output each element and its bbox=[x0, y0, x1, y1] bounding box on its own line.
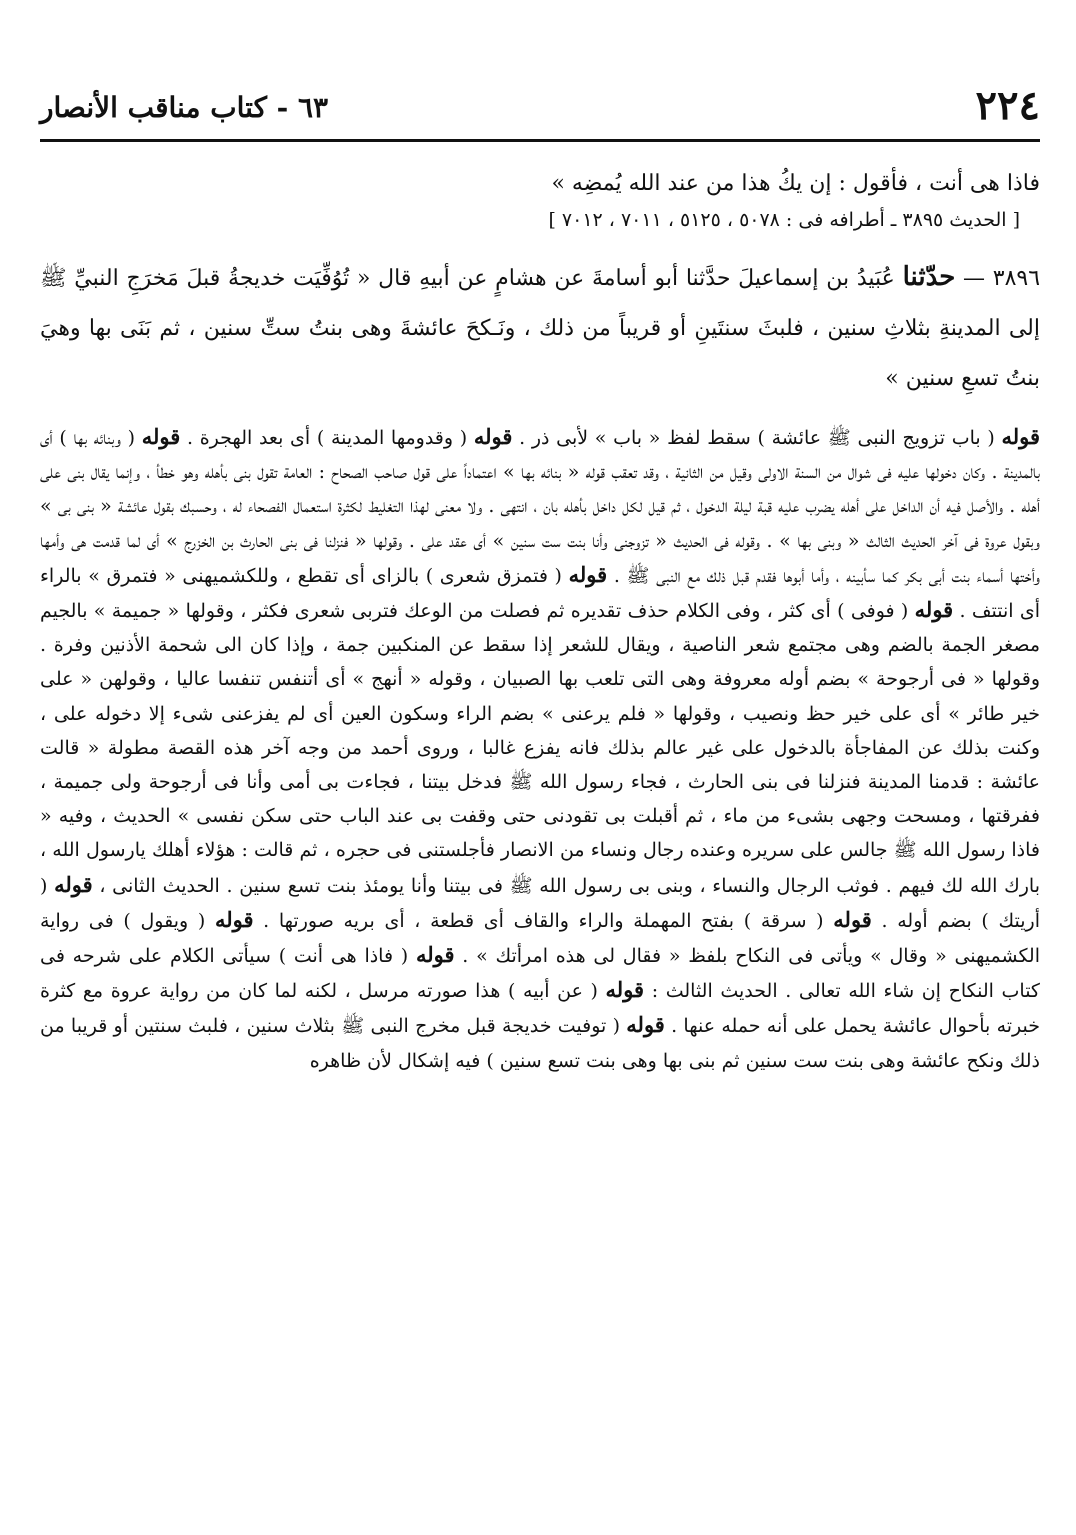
haddathana-word: حدّثنا bbox=[902, 262, 956, 292]
hadith-body: عُبَيدُ بن إسماعيلَ حدَّثنا أبو أسامةَ عن هشامٍ عن أبيهِ قال « تُوُفِّيَت خديجةُ قبلَ مَخرَجِ النبيِّ ﷺ إلى المدينةِ بثلاثِ سنين ، فلبثَ سنتَينِ أو قريباً من ذلك ، ونَـكحَ عائشةَ وهى بنتُ ستِّ سنين ، ثم بَنَى بها وهيَ بنتُ تسعِ سنين » bbox=[40, 266, 1040, 391]
hadith-text bbox=[40, 252, 1040, 404]
qawluhu-marker: قوله bbox=[415, 942, 455, 968]
qawluhu-marker: قوله bbox=[568, 561, 608, 587]
commentary-segment: ( فتمزق شعرى ) بالزاى أى تقطع ، وللكشميهنى « فتمرق » بالراء أى انتتف . bbox=[40, 564, 1040, 623]
qawluhu-marker: قوله bbox=[914, 597, 954, 623]
qawluhu-marker: قوله bbox=[473, 424, 513, 449]
commentary-segment: ( سرقة ) بفتح المهملة والراء والقاف أى قطعة ، أى بريه صورتها . bbox=[263, 909, 824, 932]
commentary-segment: ( وبنائه بها ) أى بالمدينة . وكان دخولها عليه فى شوال من السنة الاولى وقيل من الثانية ، وقد تعقب قوله « بنائه بها » اعتماداً على قول صاحب الصحاح : العامة تقول بنى بأهله وهو خطأ ، وإنما يقال بنى على أهله . والأصل فيه أن الداخل على أهله يضرب عليه قبة ليلة الدخول ، ثم قيل لكل داخل بأهله بان ، انتهى . ولا معنى لهذا التغليط لكثرة استعمال الفصحاء له ، وحسبك بقول عائشة « بنى بى » وبقول عروة فى آخر الحديث الثالث « وبنى بها » . وقوله فى الحديث « تزوجنى وأنا بنت ست سنين » أى عقد على . وقولها « فنزلنا فى بنى الحارث بن الخزرج » أى لما قدمت هى وأمها وأختها أسماء بنت أبى بكر كما سأبينه ، وأما أبوها فقدم قبل ذلك مع النبى ﷺ . bbox=[40, 427, 1041, 587]
verse-line: فاذا هى أنت ، فأقول : إن يكُ هذا من عند الله يُمضِه » bbox=[551, 171, 1040, 196]
header-divider bbox=[40, 139, 1040, 142]
qawluhu-marker: قوله bbox=[214, 906, 254, 932]
qawluhu-marker: قوله bbox=[833, 906, 872, 932]
qawluhu-marker: قوله bbox=[626, 1012, 665, 1038]
page-header bbox=[40, 80, 1040, 142]
qawluhu-marker: قوله bbox=[1001, 424, 1041, 449]
commentary-segment: ( توفيت خديجة قبل مخرج النبى ﷺ بثلاث سنين ، فلبث سنتين أو قريبا من ذلك ونكح عائشة وهى بنت ست سنين ثم بنى بها وهى بنت تسع سنين ) فيه إشكال لأن ظاهره bbox=[40, 1015, 1040, 1072]
commentary-segment: ( باب تزويج النبى ﷺ عائشة ) سقط لفظ « باب » لأبى ذر . bbox=[519, 427, 995, 449]
qawluhu-marker: قوله bbox=[605, 977, 645, 1003]
page-number: ٢٢٤ bbox=[975, 82, 1040, 129]
commentary-segment: ( أريتك ) بضم أوله . bbox=[40, 874, 1040, 932]
commentary-segment: ( وقدومها المدينة ) أى بعد الهجرة . bbox=[187, 427, 468, 449]
commentary-segment: ( فوفى ) أى كثر ، وفى الكلام حذف تقديره ثم فصلت من الوعك فتربى شعرى فكثر ، وقولها « جميمة » بالجيم مصغر الجمة بالضم وهى مجتمع شعر الناصية ، ويقال للشعر إذا سقط عن المنكبين جمة ، وإذا كان الى شحمة الأذنين وفرة . وقولها « فى أرجوحة » بضم أوله معروفة وهى التى تلعب بها الصبيان ، وقوله « أنهج » أى أتنفس تنفسا عاليا ، وقولهن « على خير طائر » أى على خير حظ ونصيب ، وقولها « فلم يرعنى » بضم الراء وسكون العين أى لم يفزعنى شىء إلا دخوله على ، وكنت بذلك عن المفاجأة بالدخول على غير عالم بذلك فانه يفزع غالبا ، وروى أحمد من وجه آخر هذه القصة مطولة « قالت عائشة : قدمنا المدينة فنزلنا فى بنى الحارث ، فجاء رسول الله ﷺ فدخل بيتنا ، فجاءت بى أمى وأنا فى أرجوحة ولى جميمة ، ففرقتها ، ومسحت وجهى بشىء من ماء ، ثم أقبلت بى تقودنى حتى وقفت بى عند الباب حتى سكن نفسى » الحديث ، وفيه « فاذا رسول الله ﷺ جالس على سريره وعنده رجال ونساء من الانصار فأجلستنى فى حجره ، ثم قالت : هؤلاء أهلك يارسول الله ، بارك الله لك فيهم . فوثب الرجال والنساء ، وبنى بى رسول الله ﷺ فى بيتنا وأنا يومئذ بنت تسع سنين . الحديث الثانى ، bbox=[40, 600, 1040, 897]
commentary bbox=[40, 420, 1040, 1078]
book-title: ٦٣ - كتاب مناقب الأنصار bbox=[40, 91, 329, 124]
commentary-paragraph bbox=[40, 420, 1040, 1078]
hadith-reference: [ الحديث ٣٨٩٥ ـ أطرافه فى : ٥٠٧٨ ، ٥١٢٥ ، ٧٠١١ ، ٧٠١٢ ] bbox=[548, 209, 1020, 231]
commentary-segment: ( عن أبيه ) هذا صورته مرسل ، لكنه لما كان من رواية عروة مع كثرة خبرته بأحوال عائشة يحمل على أنه حمله عنها . bbox=[40, 980, 1041, 1038]
commentary-segment: ( ويقول ) فى رواية الكشميهنى « وقال » ويأتى فى النكاح بلفظ « فقال لى هذه امرأتك » . bbox=[40, 909, 1041, 968]
qawluhu-marker: قوله bbox=[141, 424, 181, 449]
book-page bbox=[40, 80, 1040, 1078]
commentary-segment: ( فاذا هى أنت ) سيأتى الكلام على شرحه فى كتاب النكاح إن شاء الله تعالى . الحديث الثالث : bbox=[40, 945, 1040, 1003]
hadith-number: ٣٨٩٦ — bbox=[963, 266, 1041, 291]
qawluhu-marker: قوله bbox=[54, 871, 93, 897]
